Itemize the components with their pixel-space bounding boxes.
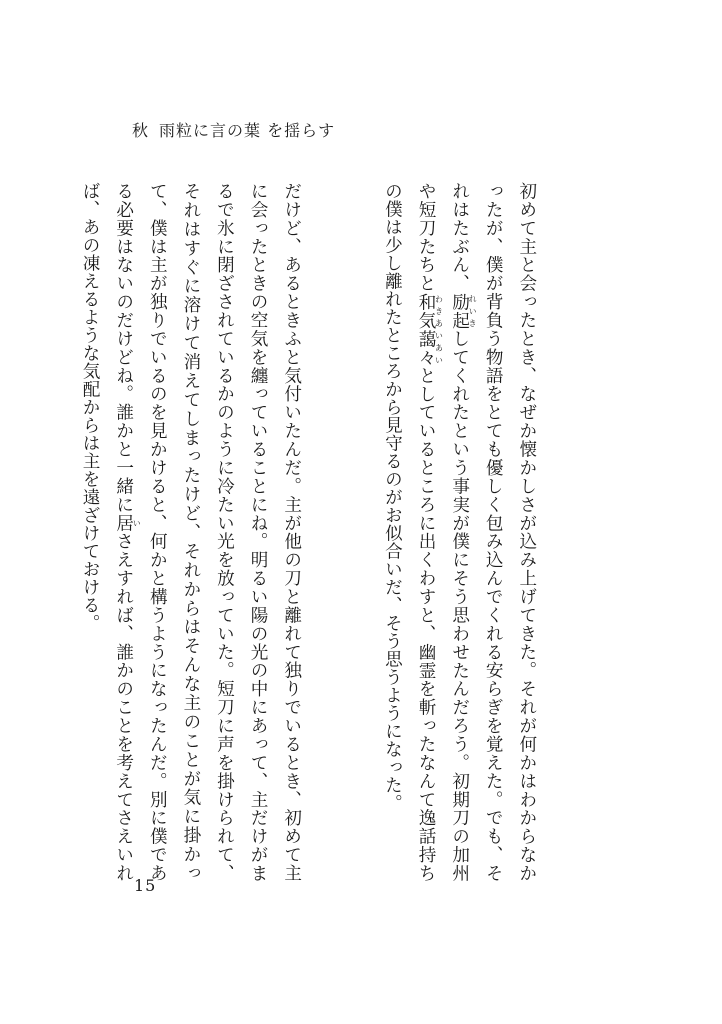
ruby-reiki: 励起れいき xyxy=(449,292,478,330)
running-head-title: 雨粒に言の葉 を揺らす xyxy=(159,121,336,140)
running-head-season: 秋 xyxy=(132,121,150,140)
ruby-wakiaiai: 和気藹々わきあいあい xyxy=(416,292,444,367)
vertical-body-text xyxy=(0,182,610,882)
ruby-i: 居い xyxy=(113,513,142,533)
paragraph-2 xyxy=(73,182,308,882)
paragraph-3 xyxy=(0,182,5,882)
paragraph-2-text-a: だけど、あるときふと気付いたんだ。主が他の刀と離れて独りでいるとき、初めて主に会ったときの空気を纏っていることにね。明るい陽の光の中にあって、主だけがまるで氷に閉ざされているかのように冷たい光を放っていた。短刀に声を掛けられて、それはすぐに溶けて消えてしまったけど、それからはそんな主のことが気に掛かって、僕は主が独りでいるのを見かけると、何かと構うようになったんだ。別に僕である必要はないのだけどね。誰かと一緒に xyxy=(113,182,302,882)
paragraph-1-text-a: 初めて主と会ったとき、なぜか懐かしさが込み上げてきた。それが何かはわからなかったが、僕が背負う物語をとても優しく包み込んでくれる安らぎを覚えた。でも、それはたぶん、 xyxy=(449,182,537,882)
paragraph-2-text-c: さえすれば、誰かのことを考えてさえいれば、あの凍えるような気配からは主を遠ざけておける。 xyxy=(80,182,134,883)
paragraph-1 xyxy=(375,182,543,882)
paragraph-1-text-c: してくれたという事実が僕にそう思わせたんだろう。初期刀の加州や短刀たちと xyxy=(416,182,470,883)
page-number: 15 xyxy=(134,876,157,895)
running-head xyxy=(132,118,335,141)
paragraph-1-text-e: としているところに出くわすと、幽霊を斬ったなんて逸話持ちの僕は少し離れたところから見守るのがお似合いだ、そう思うようになった。 xyxy=(382,182,437,883)
